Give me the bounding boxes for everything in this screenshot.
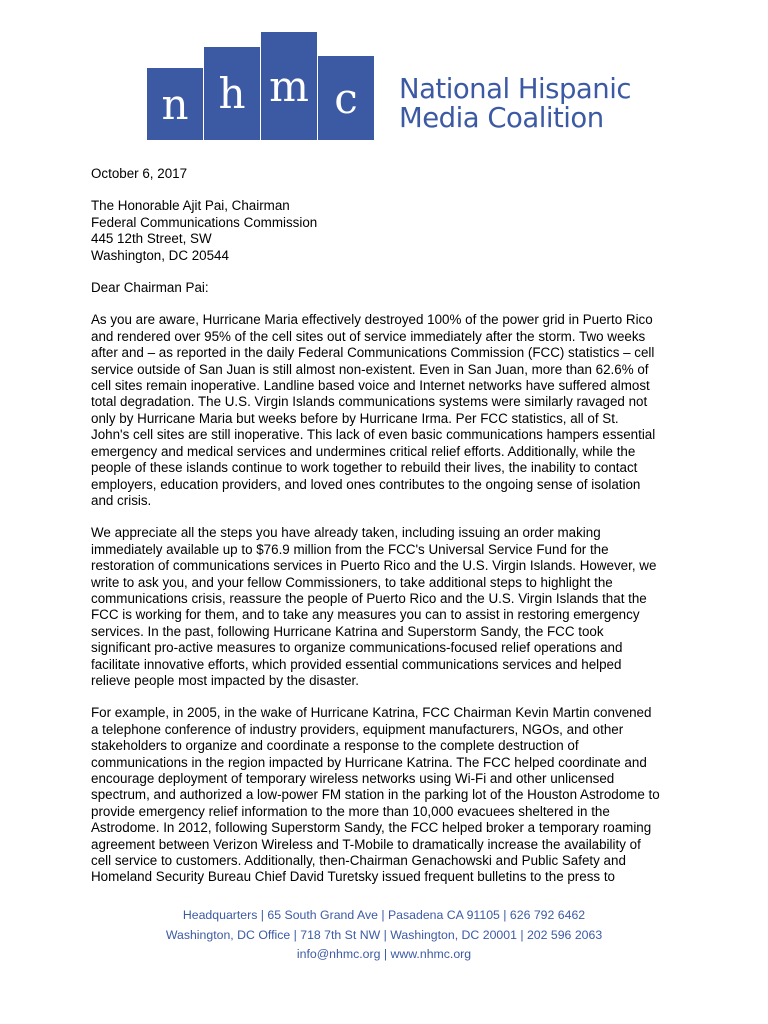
paragraph-line: after and – as reported in the daily Federal Communications Commission (FCC) statistics – cell (91, 345, 655, 361)
paragraph-line: We appreciate all the steps you have already taken, including issuing an order making (91, 525, 601, 541)
paragraph-line: total degradation. The U.S. Virgin Islands communications systems were similarly ravaged not (91, 394, 648, 410)
paragraph-line: write to ask you, and your fellow Commissioners, to take additional steps to highlight the (91, 574, 613, 590)
recipient-line: 445 12th Street, SW (91, 231, 212, 247)
paragraph-line: relieve people most impacted by the disaster. (91, 672, 359, 688)
paragraph-line: employers, education providers, and loved ones contributes to the ongoing sense of isolation (91, 476, 641, 492)
recipient-line: Federal Communications Commission (91, 214, 318, 230)
recipient-line: The Honorable Ajit Pai, Chairman (91, 198, 290, 214)
logo-letter-h: h (204, 47, 260, 140)
paragraph-line: emergency and medical services and undermines critical relief efforts. Additionally, while the (91, 443, 636, 459)
paragraph-line: communications crisis, reassure the people of Puerto Rico and the U.S. Virgin Islands that the (91, 590, 647, 606)
logo-name-line1: National Hispanic (399, 73, 631, 105)
recipient-address (91, 198, 691, 264)
paragraph-line: and rendered over 95% of the cell sites out of service immediately after the storm. Two weeks (91, 328, 646, 344)
recipient-line: Washington, DC 20544 (91, 247, 229, 263)
paragraph-line: For example, in 2005, in the wake of Hurricane Katrina, FCC Chairman Kevin Martin convened (91, 705, 652, 721)
paragraph-line: encourage deployment of temporary wireless networks using Wi-Fi and other unlicensed (91, 771, 615, 786)
logo-letter-n: n (147, 68, 203, 140)
paragraph-line: services. In the past, following Hurricane Katrina and Superstorm Sandy, the FCC took (91, 623, 604, 639)
letterhead-footer (0, 906, 768, 965)
paragraph-line: stakeholders to organize and coordinate a response to the complete destruction of (91, 738, 579, 754)
paragraph-line: As you are aware, Hurricane Maria effectively destroyed 100% of the power grid in Puerto Rico (91, 312, 653, 328)
letter-body (91, 166, 691, 886)
logo-name-line2: Media Coalition (399, 102, 604, 134)
paragraph-3 (91, 705, 691, 885)
paragraph-line: significant pro-active measures to organize communications-focused relief operations and (91, 640, 623, 656)
paragraph-line: provide emergency relief information to the more than 10,000 evacuees sheltered in the (91, 803, 610, 819)
letter-date: October 6, 2017 (91, 166, 188, 181)
paragraph-line: communications in the region impacted by Hurricane Katrina. The FCC helped coordinate and (91, 754, 647, 770)
footer-contact: info@nhmc.org | www.nhmc.org (296, 947, 472, 961)
logo-wordmark (399, 75, 631, 133)
paragraph-line: immediately available up to $76.9 million from the FCC's Universal Service Fund for the (91, 541, 609, 557)
paragraph-line: Homeland Security Bureau Chief David Turetsky issued frequent bulletins to the press to (91, 869, 615, 885)
paragraph-line: agreement between Verizon Wireless and T-Mobile to dramatically increase the availability of (91, 836, 641, 852)
paragraph-line: cell sites remain inoperative. Landline based voice and Internet networks have suffered almost (91, 378, 650, 394)
paragraph-line: cell service to customers. Additionally, then-Chairman Genachowski and Public Safety and (91, 853, 626, 869)
logo-letter-c: c (318, 56, 374, 140)
paragraph-line: FCC is working for them, and to take any measures you can to assist in restoring emergency (91, 607, 640, 623)
footer-headquarters: Headquarters | 65 South Grand Ave | Pasadena CA 91105 | 626 792 6462 (182, 908, 586, 922)
footer-dc-office: Washington, DC Office | 718 7th St NW | Washington, DC 20001 | 202 596 2063 (165, 927, 603, 942)
paragraph-line: people of these islands continue to work together to rebuild their lives, the inability to contact (91, 460, 638, 476)
paragraph-line: Astrodome. In 2012, following Superstorm Sandy, the FCC helped broker a temporary roaming (91, 820, 652, 836)
paragraph-line: and crisis. (91, 492, 152, 508)
paragraph-line: restoration of communications services in Puerto Rico and the U.S. Virgin Islands. However, we (91, 558, 657, 574)
paragraph-line: only by Hurricane Maria but weeks before by Hurricane Irma. Per FCC statistics, all of St. (91, 410, 619, 426)
paragraph-line: a telephone conference of industry providers, equipment manufacturers, NGOs, and other (91, 721, 624, 737)
paragraph-line: service outside of San Juan is still almost non-existent. Even in San Juan, more than 62.6% of (91, 361, 649, 377)
nhmc-logo (147, 32, 631, 140)
paragraph-2 (91, 525, 691, 689)
paragraph-1 (91, 312, 691, 509)
paragraph-line: facilitate innovative efforts, which provided essential communications services and helped (91, 656, 622, 672)
salutation: Dear Chairman Pai: (91, 280, 209, 296)
logo-letter-m: m (261, 32, 317, 140)
paragraph-line: spectrum, and authorized a low-power FM station in the parking lot of the Houston Astrodome to (91, 787, 660, 803)
paragraph-line: John's cell sites are still inoperative. This lack of even basic communications hampers essential (91, 427, 656, 443)
